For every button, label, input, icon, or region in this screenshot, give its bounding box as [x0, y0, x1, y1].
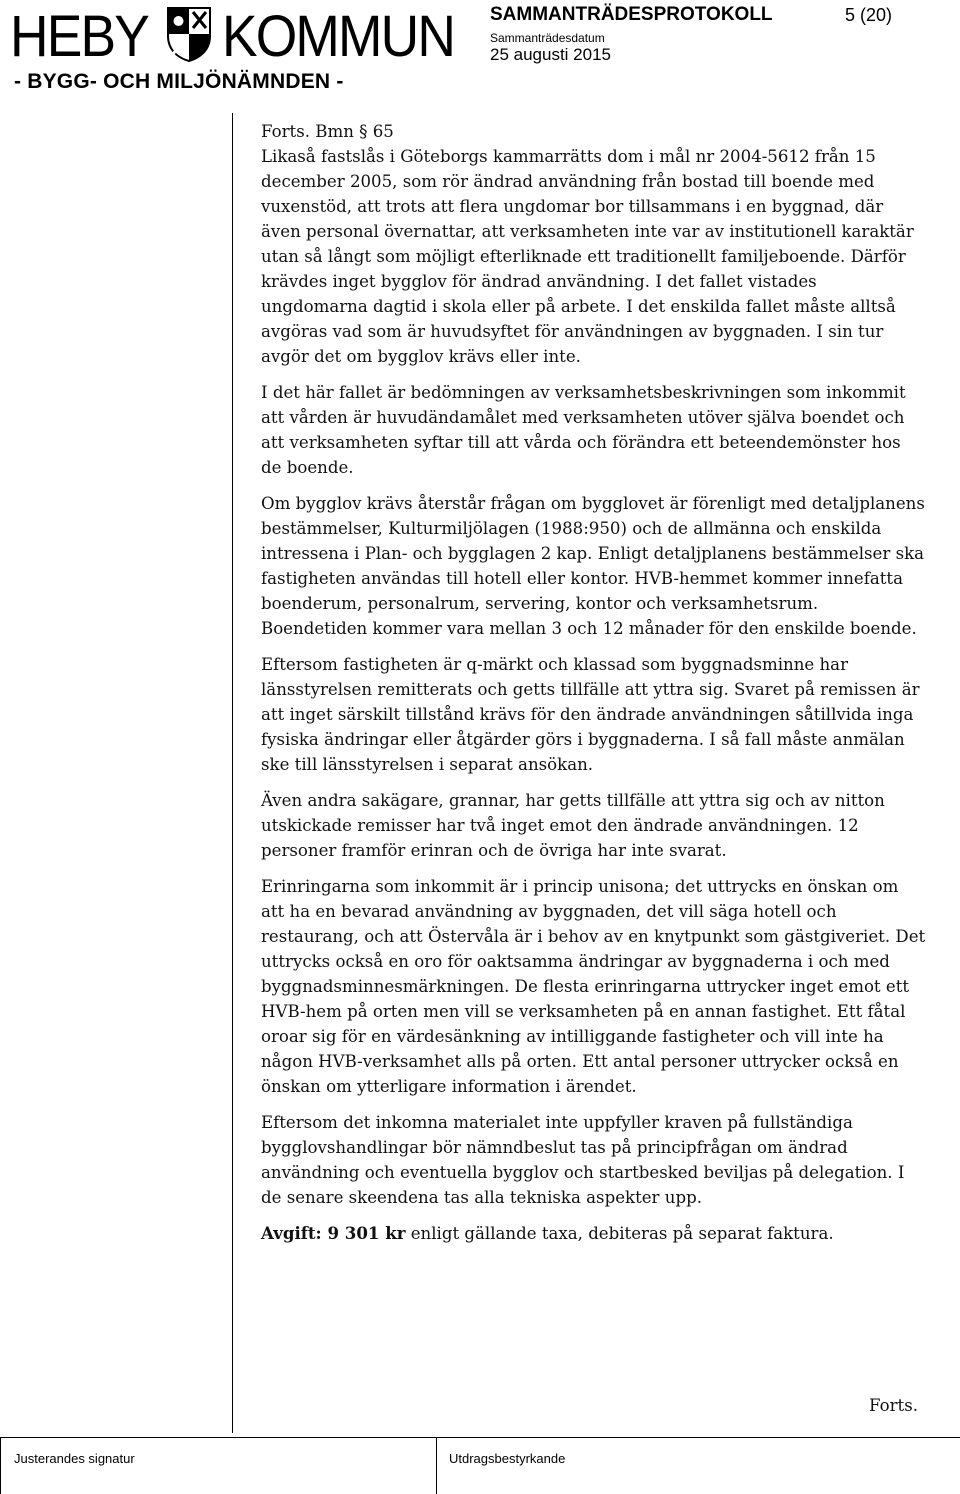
logo-text-kommun: KOMMUN	[221, 4, 454, 69]
protocol-body	[261, 119, 926, 1257]
fee-text: enligt gällande taxa, debiteras på separat faktura.	[405, 1224, 834, 1243]
body-paragraph: Erinringarna som inkommit är i princip unisona; det uttrycks en önskan om att ha en bevarad användning av byggnaden, det vill säga hotell och restaurang, och att Östervåla är i behov av en knytpunkt som gästgiveriet. Det uttrycks också en oro för oaktsamma ändringar av byggnaderna i och med byggnadsminnesmärkningen. De flesta erinringarna uttrycker inget emot ett HVB-hem på orten men vill se verksamheten på en annan fastighet. Ett fåtal oroar sig för en värdesänkning av intilliggande fastigheter och vill inte ha någon HVB-verksamhet alls på orten. Ett antal personer uttrycker också en önskan om ytterligare information i ärendet.	[261, 877, 926, 1096]
body-paragraph: I det här fallet är bedömningen av verksamhetsbeskrivningen som inkommit att vården är huvudändamålet med verksamheten utöver själva boendet och att verksamheten syftar till att vårda och förändra ett beteendemönster hos de boende.	[261, 383, 906, 477]
body-paragraph: Eftersom det inkomna materialet inte uppfyller kraven på fullständiga bygglovshandlingar bör nämndbeslut tas på principfrågan om ändrad användning och eventuella bygglov och startbesked beviljas på delegation. I de senare skeendena tas alla tekniska aspekter upp.	[261, 1113, 905, 1207]
body-paragraph: Även andra sakägare, grannar, har getts tillfälle att yttra sig och av nitton utskickade remisser har två inget emot den ändrade användningen. 12 personer framför erinran och de övriga har inte svarat.	[261, 791, 885, 860]
document-title: SAMMANTRÄDESPROTOKOLL	[490, 4, 773, 25]
fee-amount: Avgift: 9 301 kr	[261, 1223, 406, 1243]
fee-line	[261, 1221, 926, 1246]
body-paragraph: Likaså fastslås i Göteborgs kammarrätts dom i mål nr 2004-5612 från 15 december 2005, som rör ändrad användning från bostad till boende med vuxenstöd, att trots att flera ungdomar bor tillsammans i en byggnad, där även personal övernattar, att verksamheten inte var av institutionell karaktär utan så långt som möjligt efterliknade ett traditionellt familjeboende. Därför krävdes inget bygglov för ändrad användning. I det fallet vistades ungdomarna dagtid i skola eller på arbete. I det enskilda fallet måste alltså avgöras vad som är huvudsyftet för användningen av byggnaden. I sin tur avgör det om bygglov krävs eller inte.	[261, 147, 914, 366]
logo-text-heby: HEBY	[10, 4, 148, 69]
section-heading: Forts. Bmn § 65	[261, 122, 394, 141]
body-paragraph: Om bygglov krävs återstår frågan om bygglovet är förenligt med detaljplanens bestämmelser, Kulturmiljölagen (1988:950) och de allmänna och enskilda intressena i Plan- och bygglagen 2 kap. Enligt detaljplanens bestämmelser ska fastigheten användas till hotell eller kontor. HVB-hemmet kommer innefatta boenderum, personalrum, servering, kontor och verksamhetsrum. Boendetiden kommer vara mellan 3 och 12 månader för den enskilde boende.	[261, 494, 925, 638]
heby-kommun-logo	[10, 0, 474, 68]
meeting-date: 25 augusti 2015	[490, 45, 611, 64]
certified-label: Utdragsbestyrkande	[449, 1451, 566, 1466]
margin-rule	[232, 113, 233, 1433]
department-name: - BYGG- OCH MILJÖNÄMNDEN -	[14, 70, 344, 93]
coat-of-arms-icon	[166, 6, 212, 62]
continued-note: Forts.	[869, 1396, 918, 1415]
signature-label: Justerandes signatur	[14, 1451, 135, 1466]
body-paragraph: Eftersom fastigheten är q-märkt och klassad som byggnadsminne har länsstyrelsen remitterats och getts tillfälle att yttra sig. Svaret på remissen är att inget särskilt tillstånd krävs för den ändrade användningen såtillvida inga fysiska ändringar eller åtgärder görs i byggnaderna. I så fall måste anmälan ske till länsstyrelsen i separat ansökan.	[261, 655, 920, 774]
page-number: 5 (20)	[844, 5, 892, 25]
meeting-date-label: Sammanträdesdatum	[490, 31, 605, 45]
